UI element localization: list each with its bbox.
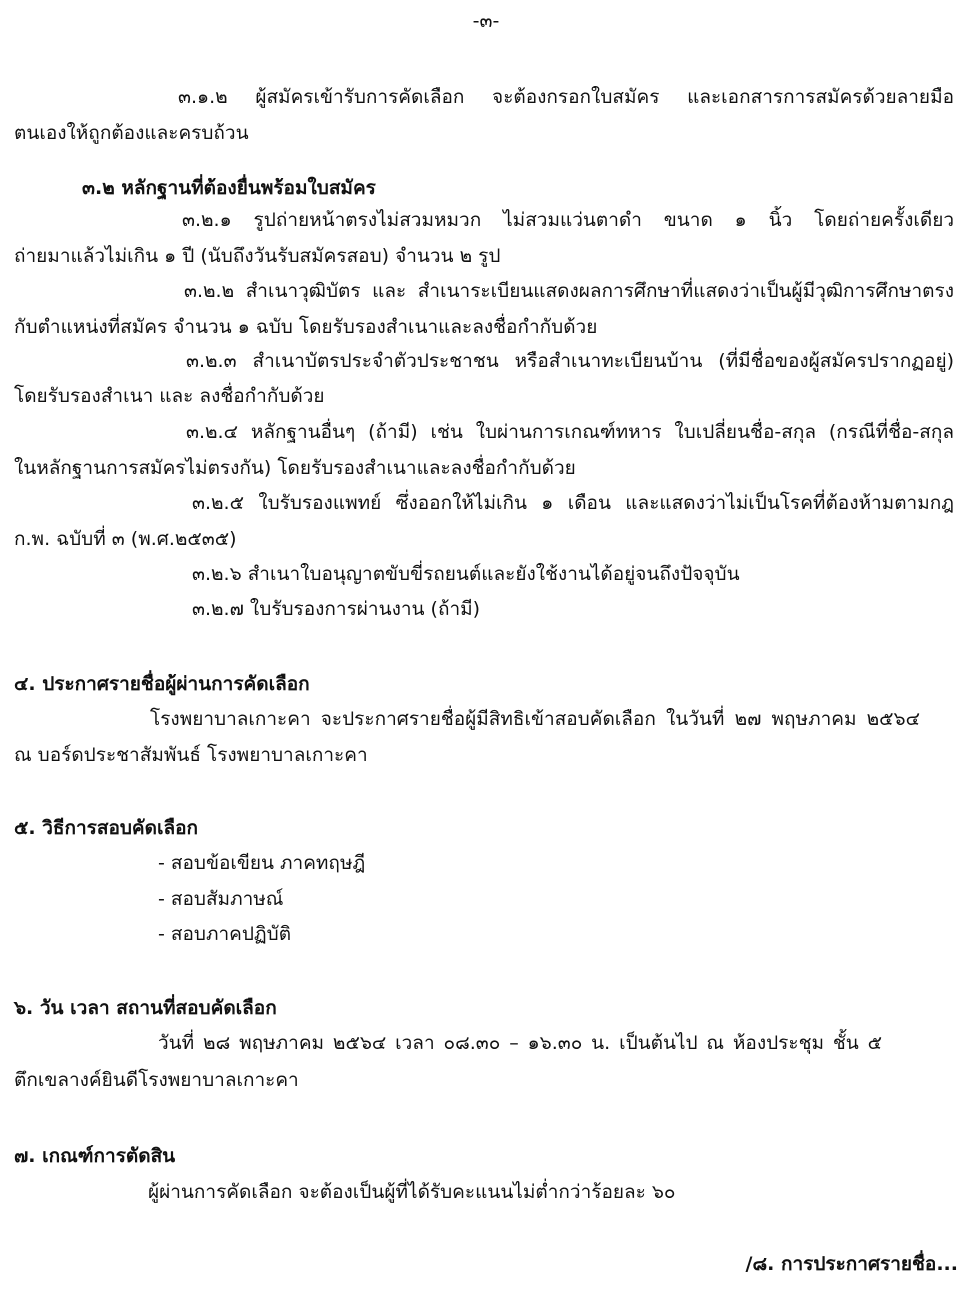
section-4-line-1: โรงพยาบาลเกาะคา จะประกาศรายชื่อผู้มีสิทธิเข้าสอบคัดเลือก ในวันที่ ๒๗ พฤษภาคม ๒๕๖๔ xyxy=(150,708,920,730)
section-6-line-1: วันที่ ๒๘ พฤษภาคม ๒๕๖๔ เวลา ๐๘.๓๐ – ๑๖.๓๐ น. เป็นต้นไป ณ ห้องประชุม ชั้น ๕ xyxy=(158,1032,882,1054)
item-3-2-1-line-2: ถ่ายมาแล้วไม่เกิน ๑ ปี (นับถึงวันรับสมัครสอบ) จำนวน ๒ รูป xyxy=(14,245,501,267)
para-3-1-2-line-1: ๓.๑.๒ ผู้สมัครเข้ารับการคัดเลือก จะต้องกรอกใบสมัคร และเอกสารการสมัครด้วยลายมือ xyxy=(178,86,954,108)
item-3-2-3-line-2: โดยรับรองสำเนา และ ลงชื่อกำกับด้วย xyxy=(14,385,325,407)
exam-method-item: - สอบภาคปฏิบัติ xyxy=(158,923,292,945)
item-3-2-2-line-1: ๓.๒.๒ สำเนาวุฒิบัตร และ สำเนาระเบียนแสดงผลการศึกษาที่แสดงว่าเป็นผู้มีวุฒิการศึกษาตรง xyxy=(184,280,954,302)
section-3-2-heading: ๓.๒ หลักฐานที่ต้องยื่นพร้อมใบสมัคร xyxy=(82,177,376,199)
section-4-line-2: ณ บอร์ดประชาสัมพันธ์ โรงพยาบาลเกาะคา xyxy=(14,744,368,766)
item-3-2-2-line-2: กับตำแหน่งที่สมัคร จำนวน ๑ ฉบับ โดยรับรองสำเนาและลงชื่อกำกับด้วย xyxy=(14,316,598,338)
exam-method-item: - สอบข้อเขียน ภาคทฤษฎี xyxy=(158,852,366,874)
section-6-line-2: ตึกเขลางค์ยินดีโรงพยาบาลเกาะคา xyxy=(14,1069,299,1091)
exam-method-item: - สอบสัมภาษณ์ xyxy=(158,888,284,910)
item-3-2-3-line-1: ๓.๒.๓ สำเนาบัตรประจำตัวประชาชน หรือสำเนาทะเบียนบ้าน (ที่มีชื่อของผู้สมัครปรากฏอยู่) xyxy=(186,350,954,372)
item-3-2-6: ๓.๒.๖ สำเนาใบอนุญาตขับขี่รถยนต์และยังใช้งานได้อยู่จนถึงปัจจุบัน xyxy=(192,563,740,585)
para-3-1-2-line-2: ตนเองให้ถูกต้องและครบถ้วน xyxy=(14,122,249,144)
section-4-heading: ๔. ประกาศรายชื่อผู้ผ่านการคัดเลือก xyxy=(14,673,310,695)
page-number: -๓- xyxy=(472,10,500,32)
item-3-2-7: ๓.๒.๗ ใบรับรองการผ่านงาน (ถ้ามี) xyxy=(192,598,481,620)
item-3-2-5-line-1: ๓.๒.๕ ใบรับรองแพทย์ ซึ่งออกให้ไม่เกิน ๑ เดือน และแสดงว่าไม่เป็นโรคที่ต้องห้ามตามกฎ xyxy=(192,492,954,514)
item-3-2-4-line-2: ในหลักฐานการสมัครไม่ตรงกัน) โดยรับรองสำเนาและลงชื่อกำกับด้วย xyxy=(14,457,576,479)
section-5-heading: ๕. วิธีการสอบคัดเลือก xyxy=(14,817,199,839)
item-3-2-5-line-2: ก.พ. ฉบับที่ ๓ (พ.ศ.๒๕๓๕) xyxy=(14,528,237,550)
continuation-note: /๘. การประกาศรายชื่อ... xyxy=(745,1253,958,1275)
item-3-2-1-line-1: ๓.๒.๑ รูปถ่ายหน้าตรงไม่สวมหมวก ไม่สวมแว่นตาดำ ขนาด ๑ นิ้ว โดยถ่ายครั้งเดียว xyxy=(182,209,954,231)
section-7-heading: ๗. เกณฑ์การตัดสิน xyxy=(14,1145,176,1167)
section-7-line-1: ผู้ผ่านการคัดเลือก จะต้องเป็นผู้ที่ได้รับคะแนนไม่ต่ำกว่าร้อยละ ๖๐ xyxy=(148,1181,676,1203)
item-3-2-4-line-1: ๓.๒.๔ หลักฐานอื่นๆ (ถ้ามี) เช่น ใบผ่านการเกณฑ์ทหาร ใบเปลี่ยนชื่อ-สกุล (กรณีที่ชื่อ-สกุล xyxy=(186,421,954,443)
section-6-heading: ๖. วัน เวลา สถานที่สอบคัดเลือก xyxy=(14,997,277,1019)
